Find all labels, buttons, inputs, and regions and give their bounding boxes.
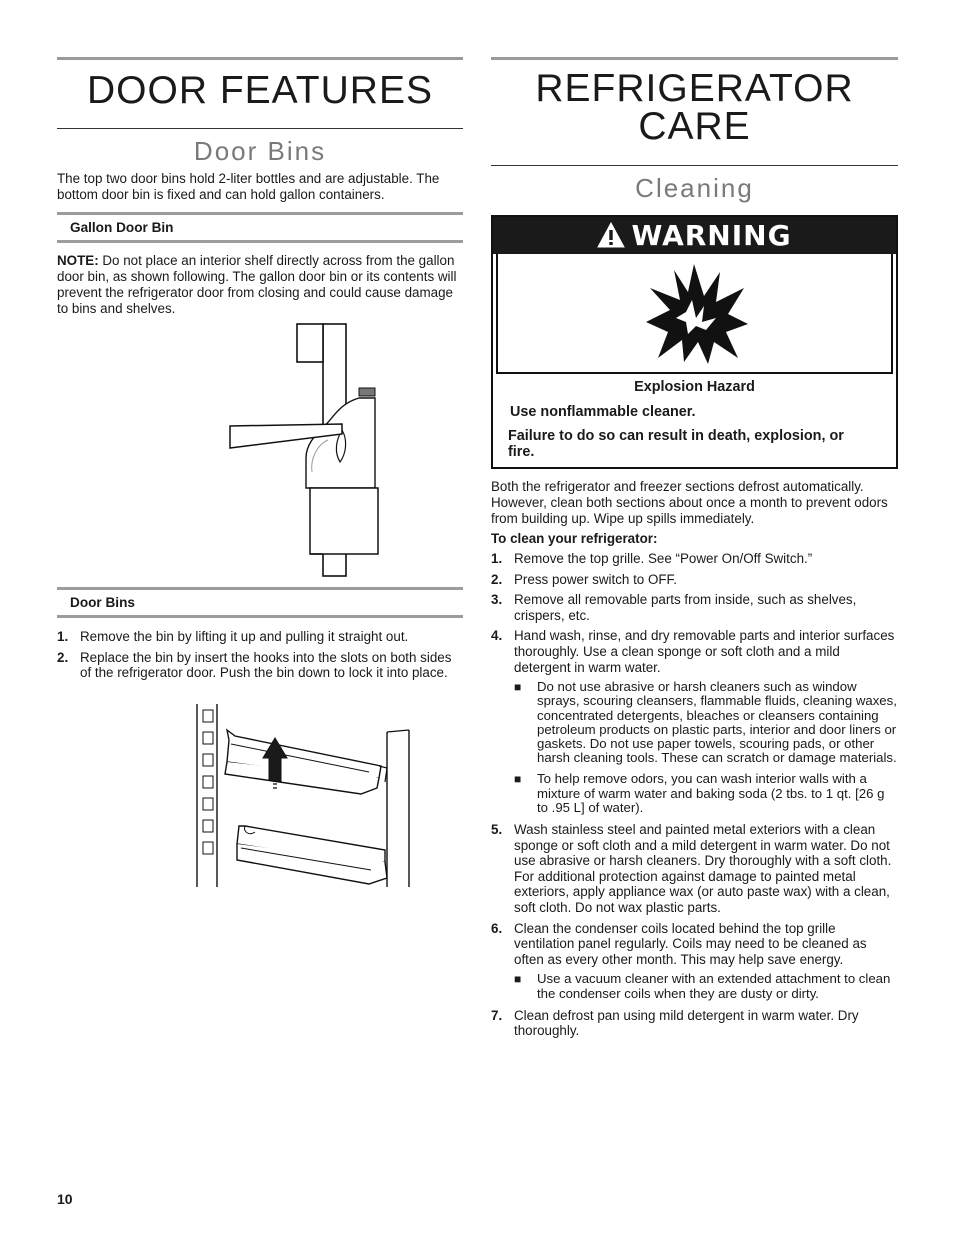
- warning-box: [491, 215, 898, 469]
- door-bins-steps: [57, 629, 463, 686]
- bullet-list: [514, 680, 898, 815]
- explosion-pictogram-panel: [496, 254, 893, 374]
- door-bins-illustration: [165, 702, 415, 892]
- door-bins-intro: The top two door bins hold 2-liter bottles and are adjustable. The bottom door bin is fixed and can hold gallon containers.: [57, 171, 440, 202]
- list-item: 2. Press power switch to OFF.: [491, 571, 677, 587]
- title-line-1: REFRIGERATOR: [535, 67, 854, 110]
- page-number: 10: [57, 1191, 73, 1207]
- page-title-refrigerator-care: [491, 67, 898, 148]
- list-item: 1. Remove the bin by lifting it up and pulling it straight out.: [57, 629, 409, 644]
- warning-consequence: Failure to do so can result in death, explosion, or fire.: [508, 428, 844, 460]
- section-title-door-bins: Door Bins: [193, 136, 327, 166]
- bullet-item: ■ Do not use abrasive or harsh cleaners such as window sprays, scouring cleansers, flammable fluids, cleaning waxes, concentrated detergents, bleaches or cleansers containing petroleum products on plastic parts, interior and door liners or gaskets. Do not use paper towels, scouring pads, or other harsh cleaning tools. These can scratch or damage materials.: [514, 679, 897, 766]
- title-rule: [491, 165, 898, 166]
- list-item: 4. Hand wash, rinse, and dry removable parts and interior surfaces thoroughly. Use a clean sponge or soft cloth and a mild detergent in warm water. ■ Do not use abrasive or harsh cleaners such as window sprays, scouring cleansers, flammable fluids, cleaning waxes, concentrated detergents, bleaches or cleansers containing petroleum products on plastic parts, interior and door liners or gaskets. Do not use paper towels, scouring pads, or other harsh cleaning tools. These can scratch or damage materials. ■ To help remove odors, you can wash interior walls with a mixture of warm water and baking soda (2 tbs. to 1 qt. [26 g to .95 L] of water).: [491, 628, 897, 815]
- title-rule: [57, 128, 463, 129]
- title-line-2: CARE: [638, 105, 751, 148]
- warning-word: WARNING: [631, 219, 792, 252]
- door-bins-heading: Door Bins: [57, 587, 463, 618]
- gallon-note: [57, 253, 463, 317]
- note-label: NOTE:: [57, 253, 99, 268]
- bullet-item: ■ To help remove odors, you can wash interior walls with a mixture of warm water and baking soda (2 tbs. to 1 qt. [26 g to .95 L] of water).: [514, 771, 885, 815]
- note-text: Do not place an interior shelf directly across from the gallon door bin, as shown following. The gallon door bin or its contents will prevent the refrigerator door from closing and could cause damage to bins and shelves.: [57, 253, 457, 316]
- hazard-title: Explosion Hazard: [634, 379, 755, 395]
- warning-triangle-icon: [597, 222, 625, 248]
- gallon-door-bin-illustration: [172, 322, 412, 580]
- gallon-door-bin-heading: Gallon Door Bin: [57, 212, 463, 243]
- bullet-list: [514, 972, 898, 1000]
- cleaning-intro: Both the refrigerator and freezer sections defrost automatically. However, clean both sections about once a month to prevent odors from building up. Wipe up spills immediately.: [491, 479, 888, 526]
- explosion-icon: [644, 262, 750, 366]
- list-item: 7. Clean defrost pan using mild detergent in warm water. Dry thoroughly.: [491, 1007, 859, 1039]
- page-title-door-features: DOOR FEATURES: [87, 69, 433, 112]
- cleaning-steps: [491, 551, 898, 1044]
- list-item: 3. Remove all removable parts from inside, such as shelves, crispers, etc.: [491, 592, 857, 623]
- top-rule: [491, 57, 898, 60]
- list-item: 1. Remove the top grille. See “Power On/Off Switch.”: [491, 551, 813, 566]
- warning-header: [493, 217, 896, 254]
- list-item: 6. Clean the condenser coils located behind the top grille ventilation panel regularly. Coils may need to be cleaned as often as every other month. This may help save energy. ■ Use a vacuum cleaner with an extended attachment to clean the condenser coils when they are dusty or dirty.: [491, 921, 898, 1001]
- section-title-cleaning: Cleaning: [635, 173, 754, 203]
- bullet-item: ■ Use a vacuum cleaner with an extended attachment to clean the condenser coils when they are dusty or dirty.: [514, 971, 891, 1001]
- warning-instruction: Use nonflammable cleaner.: [510, 404, 696, 420]
- top-rule: [57, 57, 463, 60]
- cleaning-subhead: To clean your refrigerator:: [491, 531, 658, 546]
- list-item: 2. Replace the bin by insert the hooks into the slots on both sides of the refrigerator door. Push the bin down to lock it into place.: [57, 649, 452, 681]
- list-item: 5. Wash stainless steel and painted metal exteriors with a clean sponge or soft cloth and a mild detergent in warm water. Do not use abrasive or harsh cleaners. Dry thoroughly with a soft cloth. For additional protection against damage to painted metal exteriors, apply appliance wax (or auto paste wax) with a clean, soft cloth. Do not wax plastic parts.: [491, 821, 892, 915]
